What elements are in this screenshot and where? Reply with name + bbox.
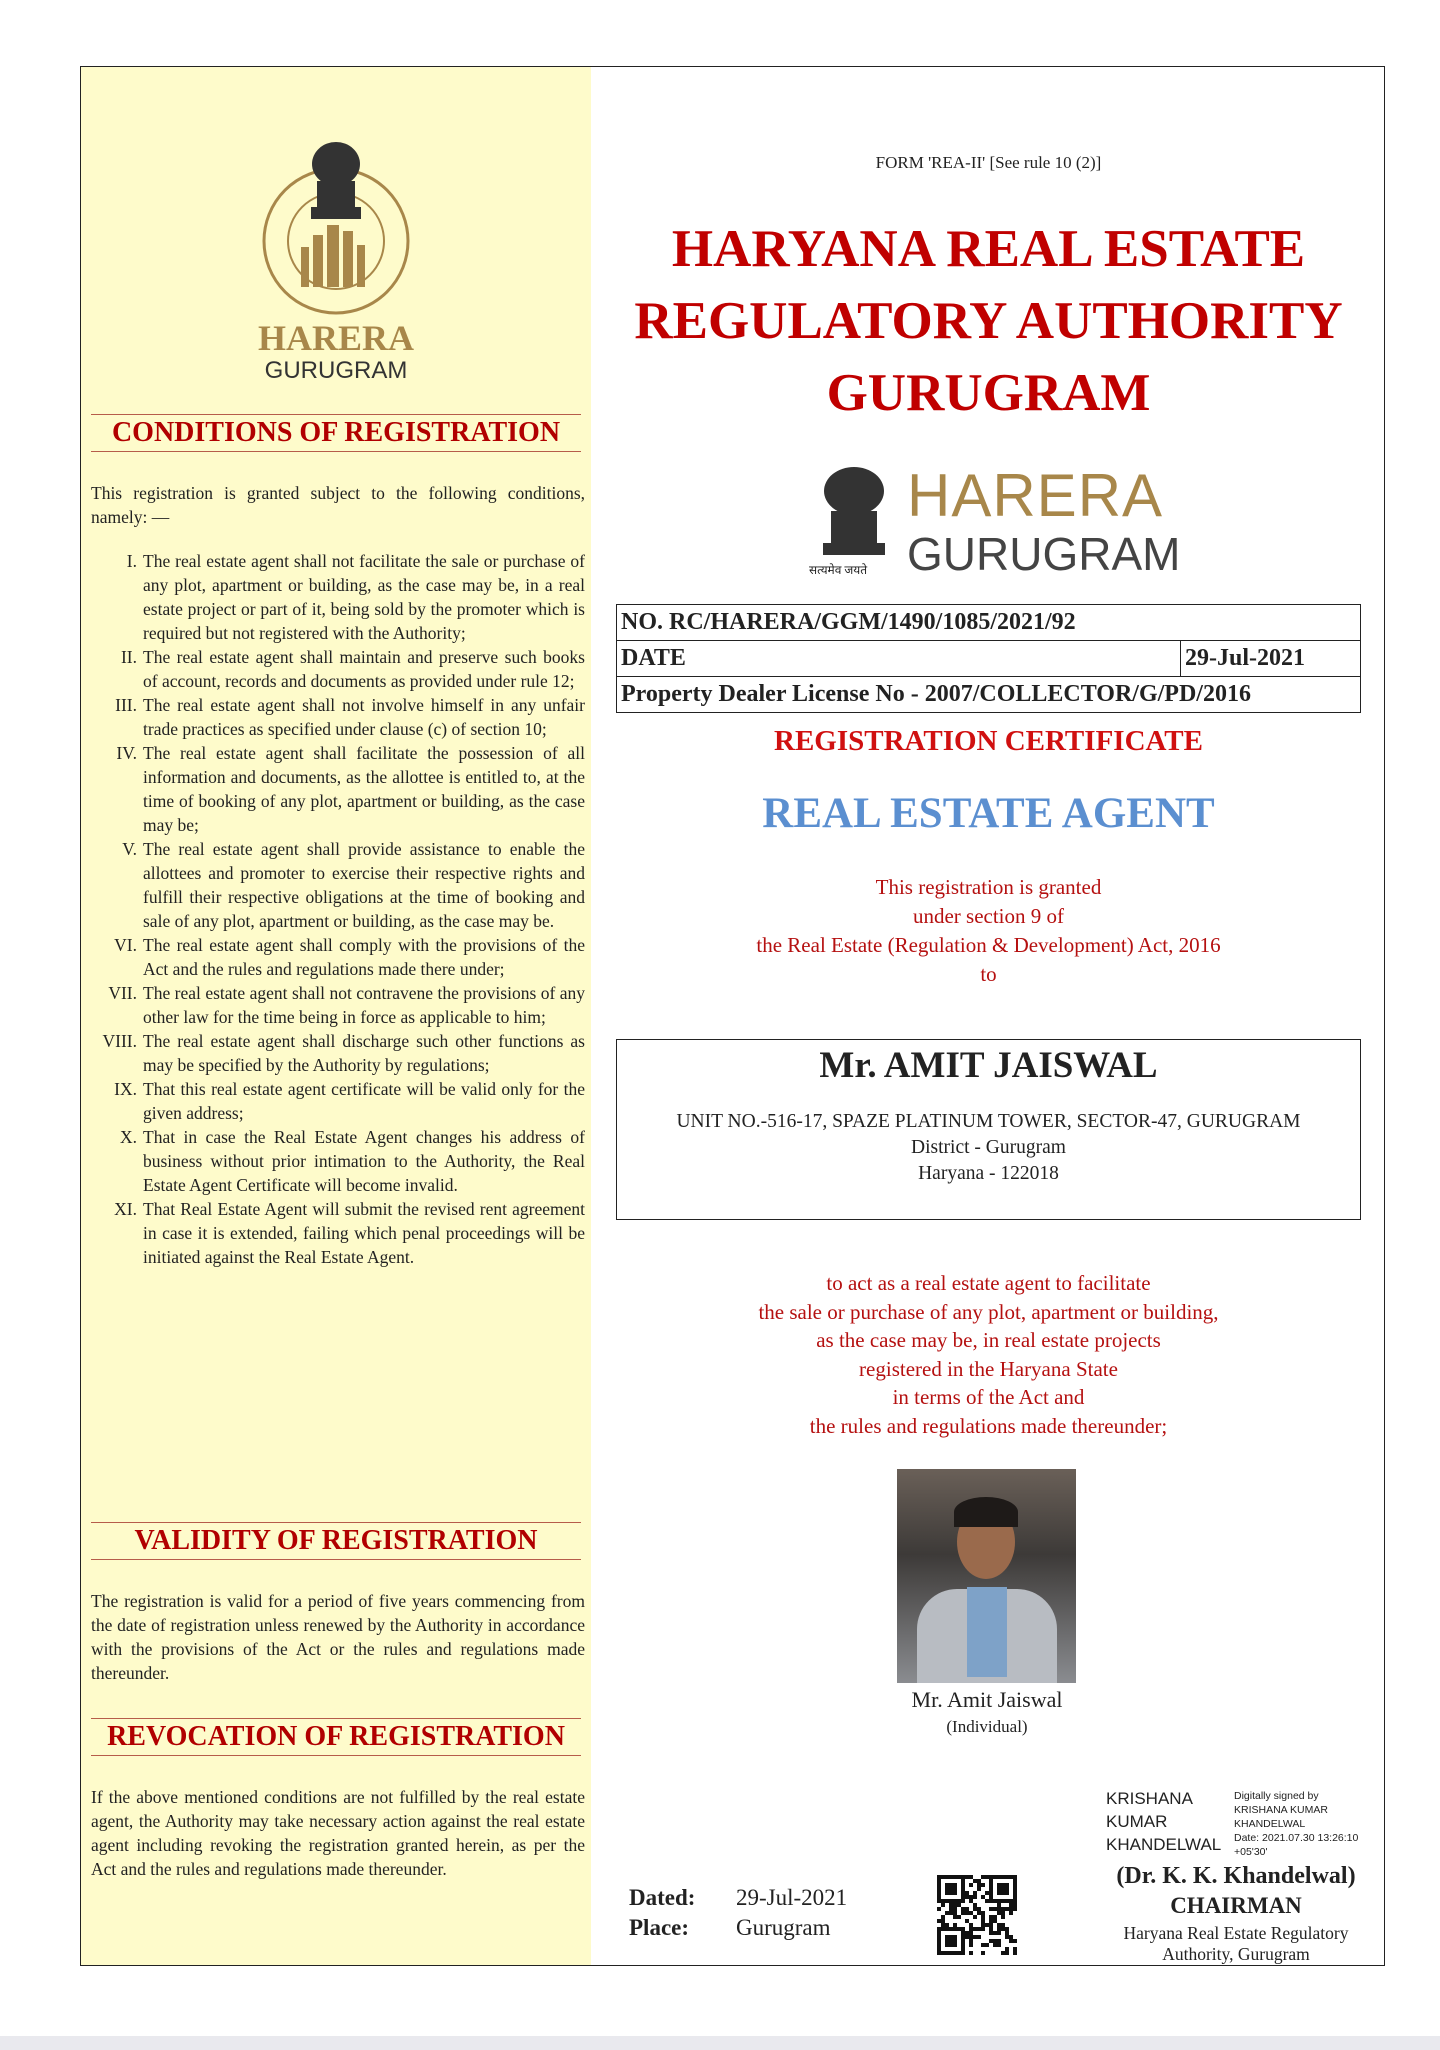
certificate (80, 66, 1385, 1966)
condition-item (97, 1077, 585, 1125)
condition-item (97, 645, 585, 693)
validity-text: The registration is valid for a period of five years commencing from the date of registration unless renewed by the Authority in accordance with the provisions of the Act or the rules and regulations made thereunder. (91, 1591, 585, 1683)
condition-number: VII. (108, 983, 137, 1003)
logo-city: GURUGRAM (264, 357, 408, 384)
condition-item (97, 981, 585, 1029)
purpose-line: as the case may be, in real estate projects (816, 1328, 1161, 1353)
purpose-line: registered in the Haryana State (859, 1356, 1118, 1381)
harera-logo (809, 462, 1181, 585)
condition-number: II. (120, 647, 137, 667)
condition-item (97, 1125, 585, 1197)
condition-text: The real estate agent shall not involve himself in any unfair trade practices as specified under clause (c) of section 10; (143, 695, 585, 739)
agent-name: Mr. AMIT JAISWAL (819, 1045, 1158, 1086)
condition-item (97, 933, 585, 981)
signature-line: KRISHANA (1106, 1789, 1193, 1808)
purpose-line: in terms of the Act and (892, 1385, 1085, 1410)
license-number: Property Dealer License No - 2007/COLLECTOR/G/PD/2016 (617, 677, 1361, 713)
granted-line: the Real Estate (Regulation & Development) Act, 2016 (756, 933, 1221, 957)
digital-line: KHANDELWAL (1234, 1818, 1306, 1830)
condition-number: III. (115, 695, 137, 715)
logo-name: HARERA (257, 318, 414, 358)
condition-text: That in case the Real Estate Agent changes his address of business without prior intimation to the Authority, the Real Estate Agent Certificate will become invalid. (143, 1127, 585, 1195)
condition-item (97, 1029, 585, 1077)
conditions-panel (81, 67, 591, 1965)
condition-item (97, 693, 585, 741)
agent-photo (897, 1469, 1076, 1683)
harera-seal-logo (233, 129, 439, 389)
condition-number: I. (126, 551, 137, 571)
condition-text: The real estate agent shall discharge such other functions as may be specified by the Authority by regulations; (143, 1031, 585, 1075)
digital-line: Digitally signed by (1234, 1790, 1319, 1802)
purpose-line: to act as a real estate agent to facilitate (826, 1271, 1151, 1295)
condition-text: The real estate agent shall not facilitate the sale or purchase of any plot, apartment or building, as the case may be, in a real estate project or part of it, being sold by the promoter which is required but not registered with the Authority; (143, 551, 585, 643)
date-value: 29-Jul-2021 (1181, 641, 1361, 677)
registration-info-table (616, 604, 1361, 713)
address-line: UNIT NO.-516-17, SPAZE PLATINUM TOWER, SECTOR-47, GURUGRAM (676, 1111, 1301, 1132)
condition-item (97, 837, 585, 933)
granted-line: This registration is granted (875, 875, 1102, 899)
condition-number: VIII. (102, 1031, 137, 1051)
signature-name (1106, 1787, 1221, 1856)
condition-item (97, 1197, 585, 1269)
form-reference: FORM 'REA-II' [See rule 10 (2)] (875, 153, 1102, 172)
condition-item (97, 741, 585, 837)
condition-text: The real estate agent shall provide assistance to enable the allottees and promoter to exercise their respective rights and fulfill their respective obligations at the time of booking and sale of any plot, apartment or building, as the case may be. (143, 839, 585, 931)
condition-text: The real estate agent shall maintain and preserve such books of account, records and documents as provided under rule 12; (143, 647, 585, 691)
digital-line: +05'30' (1234, 1846, 1268, 1858)
condition-number: X. (119, 1127, 137, 1147)
conditions-heading: CONDITIONS OF REGISTRATION (91, 414, 581, 452)
digital-line: KRISHANA KUMAR (1234, 1804, 1328, 1816)
purpose-line: the rules and regulations made thereunder; (809, 1413, 1168, 1438)
digital-signature-info (1234, 1789, 1358, 1859)
signatory-name: (Dr. K. K. Khandelwal) (1116, 1863, 1356, 1889)
revocation-heading: REVOCATION OF REGISTRATION (91, 1718, 581, 1756)
condition-number: XI. (114, 1199, 137, 1219)
condition-text: That Real Estate Agent will submit the revised rent agreement in case it is extended, failing which penal proceedings will be initiated against the Real Estate Agent. (143, 1199, 585, 1267)
org-line: Haryana Real Estate Regulatory (1123, 1923, 1349, 1943)
condition-number: VI. (114, 935, 137, 955)
purpose-line: the sale or purchase of any plot, apartment or building, (758, 1299, 1219, 1324)
agent-details-box (616, 1039, 1361, 1220)
granted-line: to (980, 962, 997, 986)
condition-text: The real estate agent shall facilitate the possession of all information and documents, as the allottee is entitled to, at the time of booking of any plot, apartment or building, as the case may be; (143, 743, 585, 835)
signature-line: KHANDELWAL (1106, 1835, 1222, 1854)
dated-value: 29-Jul-2021 (736, 1885, 848, 1910)
conditions-intro: This registration is granted subject to the following conditions, namely: — (91, 483, 585, 527)
logo-name: HARERA (907, 462, 1164, 529)
validity-heading: VALIDITY OF REGISTRATION (91, 1522, 581, 1560)
condition-text: The real estate agent shall not contravene the provisions of any other law for the time being in force as applicable to him; (143, 983, 585, 1027)
logo-city: GURUGRAM (907, 528, 1181, 580)
signatory-designation: CHAIRMAN (1170, 1893, 1302, 1918)
title-line-2: REGULATORY AUTHORITY (634, 292, 1343, 350)
granted-text (591, 873, 1386, 989)
signature-line: KUMAR (1106, 1812, 1168, 1831)
place-label: Place: (629, 1915, 690, 1940)
date-label: DATE (617, 641, 1181, 677)
address-line: Haryana - 122018 (918, 1163, 1059, 1184)
purpose-text (591, 1269, 1386, 1441)
certificate-type: REAL ESTATE AGENT (762, 790, 1215, 837)
condition-number: IX. (114, 1079, 137, 1099)
conditions-list (97, 549, 585, 1269)
title-line-1: HARYANA REAL ESTATE (671, 220, 1306, 278)
place-value: Gurugram (736, 1915, 831, 1940)
logo-motto: सत्यमेव जयते (809, 563, 868, 577)
registration-number: NO. RC/HARERA/GGM/1490/1085/2021/92 (617, 605, 1361, 641)
photo-subcaption: (Individual) (946, 1717, 1028, 1736)
revocation-text: If the above mentioned conditions are not fulfilled by the real estate agent, the Authority may take necessary action against the real estate agent including revoking the registration granted herein, as per the Act and the rules and regulations made thereunder. (91, 1787, 585, 1879)
qr-code-icon (937, 1875, 1017, 1955)
condition-item (97, 549, 585, 645)
signatory-org (1091, 1923, 1381, 1965)
emblem-icon (809, 465, 899, 575)
page-bottom-edge (0, 2036, 1440, 2050)
digital-line: Date: 2021.07.30 13:26:10 (1234, 1832, 1359, 1844)
granted-line: under section 9 of (912, 904, 1065, 928)
title-line-3: GURUGRAM (826, 364, 1151, 422)
address-line: District - Gurugram (911, 1137, 1066, 1158)
condition-text: The real estate agent shall comply with the provisions of the Act and the rules and regulations made there under; (143, 935, 585, 979)
dated-label: Dated: (629, 1885, 696, 1910)
certificate-heading: REGISTRATION CERTIFICATE (774, 725, 1203, 757)
photo-caption: Mr. Amit Jaiswal (911, 1687, 1063, 1712)
condition-number: IV. (116, 743, 137, 763)
org-line: Authority, Gurugram (1162, 1944, 1310, 1964)
condition-number: V. (122, 839, 137, 859)
condition-text: That this real estate agent certificate will be valid only for the given address; (143, 1079, 585, 1123)
